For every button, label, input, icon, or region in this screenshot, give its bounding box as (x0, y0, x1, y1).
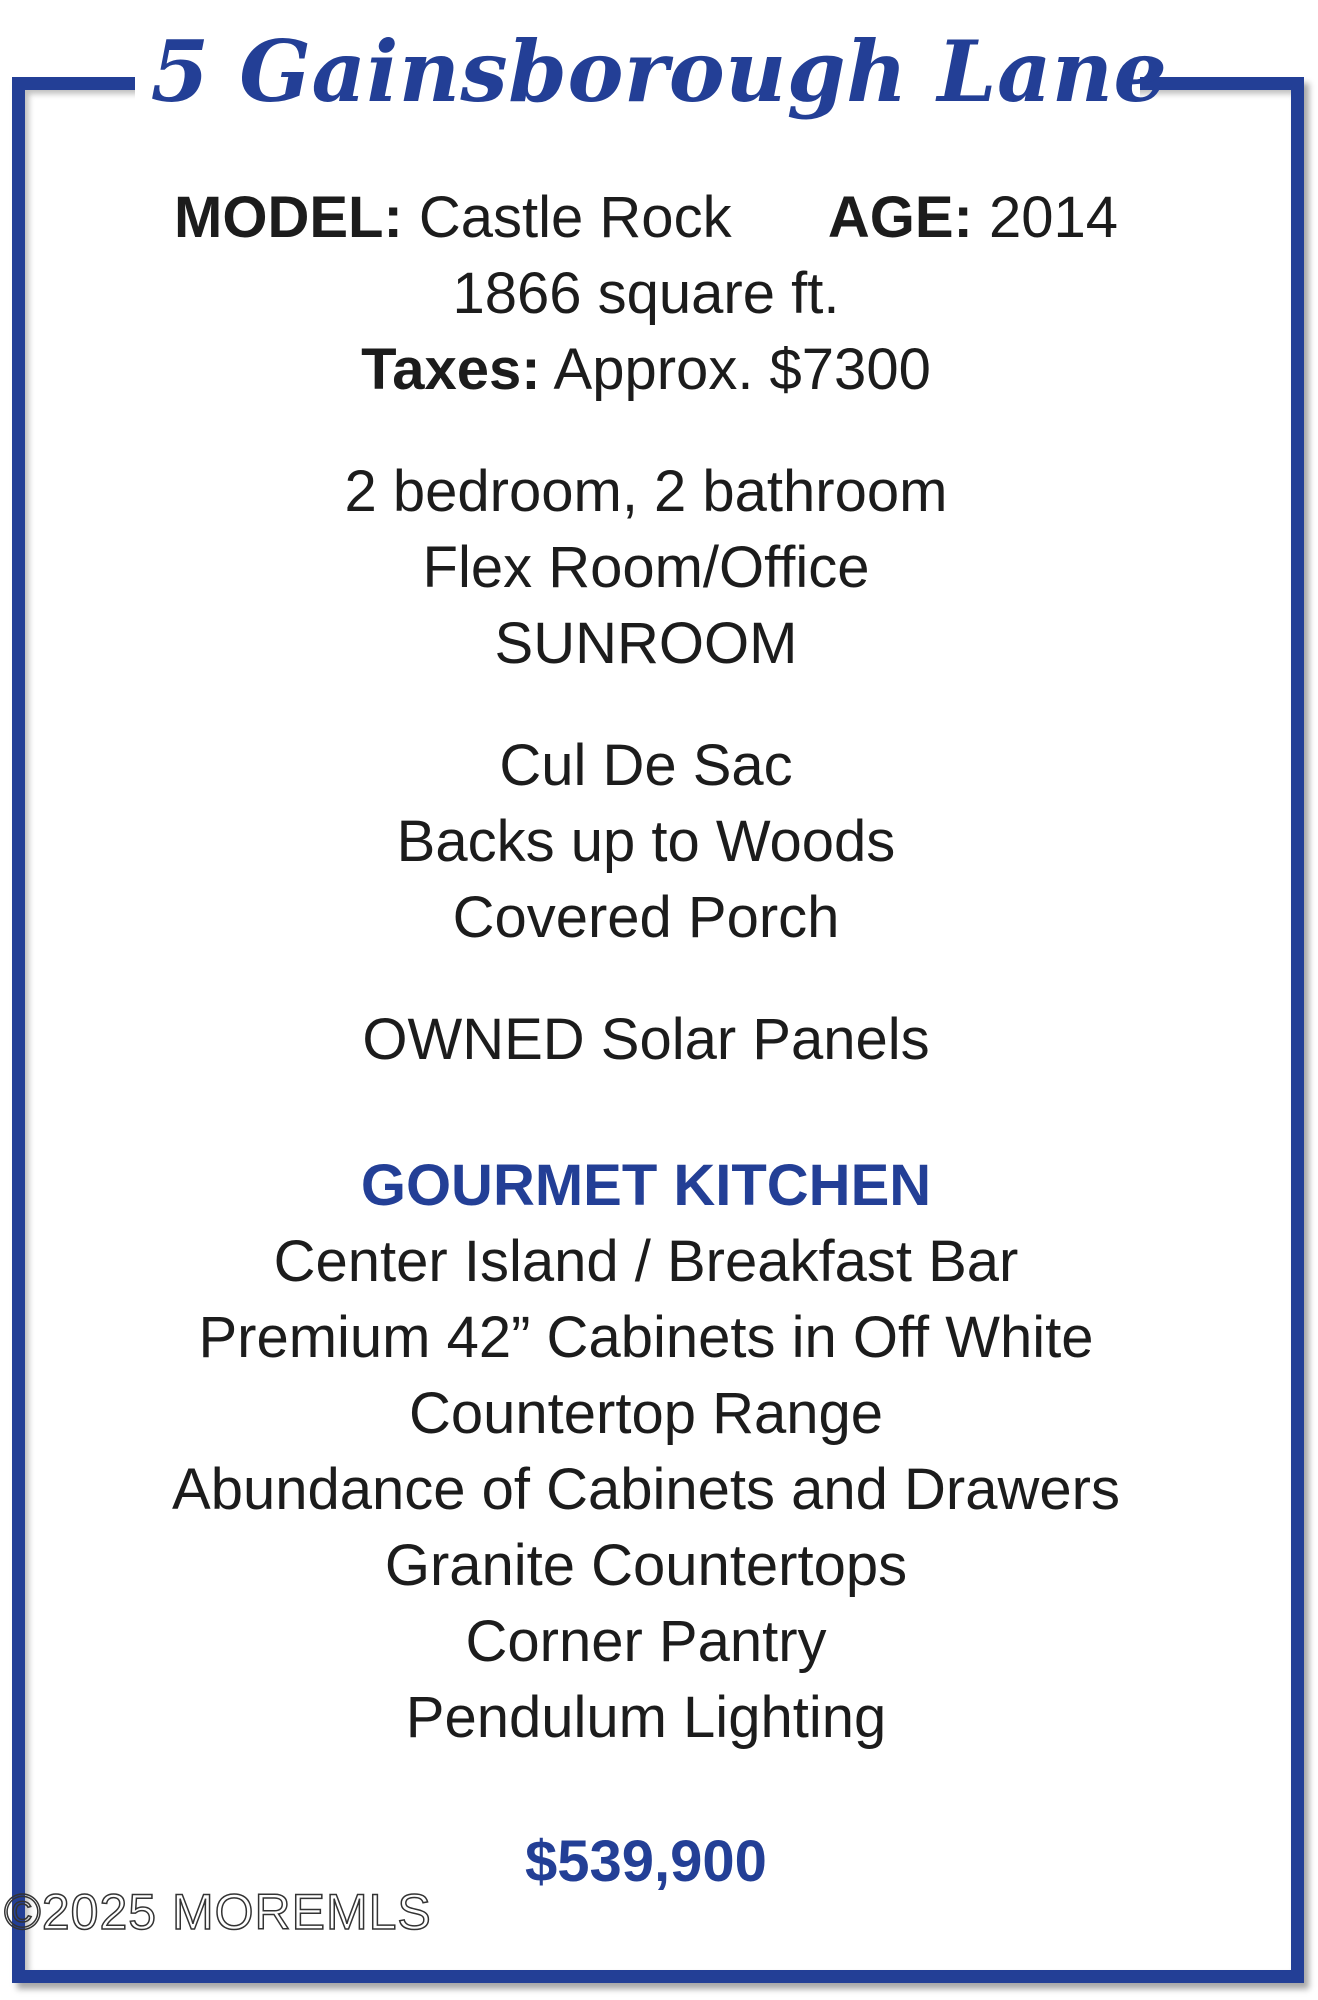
section-gap (60, 956, 1232, 1002)
rooms-line: SUNROOM (494, 611, 798, 676)
kitchen-feature: Abundance of Cabinets and Drawers (172, 1457, 1120, 1522)
section-gap (60, 408, 1232, 454)
kitchen-feature: Granite Countertops (384, 1533, 908, 1598)
rooms-line: 2 bedroom, 2 bathroom (344, 459, 948, 524)
section-gap (60, 682, 1232, 728)
model-age-line (60, 180, 1232, 256)
age-value: 2014 (988, 185, 1118, 250)
taxes-line (60, 332, 1232, 408)
listing-price: $539,900 (525, 1829, 767, 1894)
kitchen-feature: Countertop Range (409, 1381, 883, 1446)
model-label: MODEL: (174, 185, 403, 250)
sqft-line: 1866 square ft. (452, 261, 840, 326)
lot-line: Backs up to Woods (396, 809, 896, 874)
kitchen-feature: Center Island / Breakfast Bar (273, 1229, 1019, 1294)
listing-details (60, 180, 1232, 1900)
model-value: Castle Rock (418, 185, 732, 250)
kitchen-feature: Pendulum Lighting (405, 1685, 887, 1750)
age-label: AGE: (827, 185, 973, 250)
section-gap (60, 1756, 1232, 1824)
section-gap (60, 1078, 1232, 1148)
kitchen-feature: Premium 42” Cabinets in Off White (198, 1305, 1094, 1370)
kitchen-feature: Corner Pantry (465, 1609, 827, 1674)
taxes-label: Taxes: (361, 337, 541, 402)
lot-line: Cul De Sac (499, 733, 793, 798)
copyright-watermark: ©2025 MOREMLS (4, 1884, 432, 1940)
taxes-value: Approx. $7300 (553, 337, 931, 402)
rooms-line: Flex Room/Office (422, 535, 870, 600)
solar-line: OWNED Solar Panels (362, 1007, 930, 1072)
kitchen-heading: GOURMET KITCHEN (360, 1153, 932, 1218)
lot-line: Covered Porch (452, 885, 840, 950)
listing-title: 5 Gainsborough Lane (150, 22, 1168, 121)
